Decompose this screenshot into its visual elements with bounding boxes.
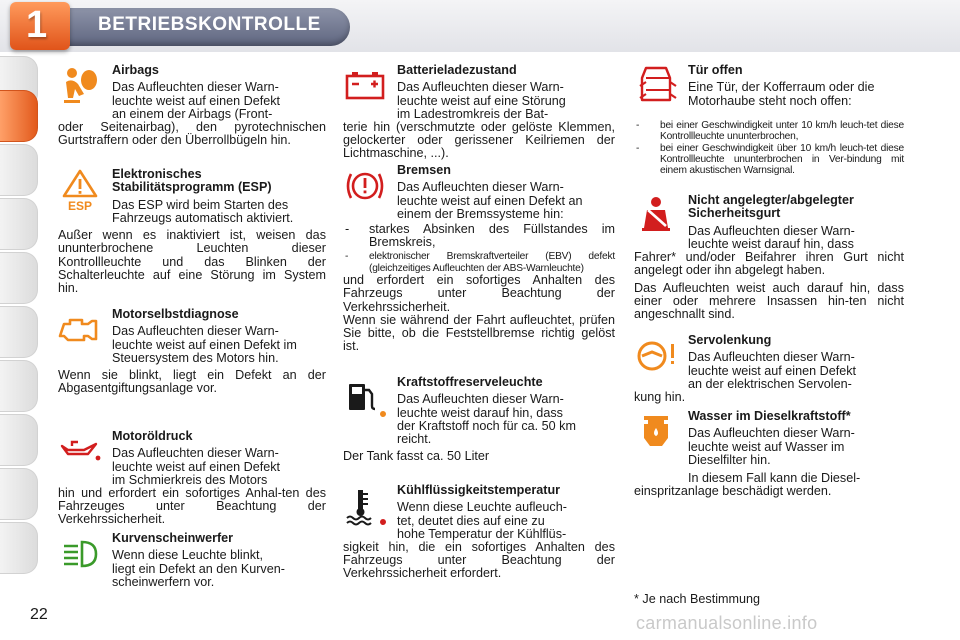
text-line: Eine Tür, der Kofferraum oder die [688, 80, 875, 95]
section-title: Wasser im Dieselkraftstoff* [688, 409, 851, 423]
esp-label: ESP [67, 199, 93, 212]
text-paragraph: sigkeit hin, die ein sofortiges Anhalten des Fahrzeugs unter Beachtung der Verkehrssicherheit erfordert. [343, 540, 615, 581]
oil-pressure-icon [58, 430, 102, 474]
list-item: - starkes Absinken des Füllstandes im Bremskreis, [343, 223, 615, 249]
text-line: einem der Bremssysteme hin: [397, 206, 564, 221]
page-title: BETRIEBSKONTROLLE [98, 14, 321, 35]
cornering-light-icon [58, 532, 102, 576]
section-title: Batterieladezustand [397, 63, 517, 77]
bullet-list [343, 251, 615, 274]
engine-diagnosis-icon [58, 308, 102, 352]
airbag-icon [58, 64, 102, 108]
power-steering-icon [634, 334, 678, 378]
section-title: Tür offen [688, 63, 743, 77]
section-title: Kühlflüssigkeitstemperatur [397, 483, 561, 497]
text-line: an einem der Airbags (Front- [112, 106, 273, 121]
chapter-tab-active[interactable] [0, 90, 38, 142]
footnote: * Je nach Bestimmung [634, 592, 760, 606]
section-brakes [343, 164, 615, 353]
text-paragraph: kung hin. [634, 390, 686, 405]
text-line: im Ladestromkreis der Bat- [397, 106, 549, 121]
text-line: reicht. [397, 432, 432, 447]
chapter-tab-strip [0, 56, 46, 576]
section-title: Bremsen [397, 163, 451, 177]
text-line: leuchte weist darauf hin, dass [397, 405, 563, 420]
text-line: Motorhaube steht noch offen: [688, 93, 852, 108]
seatbelt-icon [634, 194, 678, 238]
text-line: scheinwerfern vor. [112, 574, 215, 589]
section-title: Servolenkung [688, 333, 772, 347]
section-airbags [58, 64, 326, 147]
text-line: leuchte weist auf einen Defekt an [397, 193, 583, 208]
brake-warning-icon [343, 164, 387, 208]
text-line: In diesem Fall kann die Diesel- [688, 471, 861, 486]
text-line: tet, deutet dies auf eine zu [397, 513, 545, 528]
text-line: liegt ein Defekt an den Kurven- [112, 561, 285, 576]
text-line: Das Aufleuchten dieser Warn- [112, 446, 279, 461]
bullet-list [634, 120, 904, 177]
text-line: Das ESP wird beim Starten des [112, 197, 289, 212]
section-steering [634, 334, 904, 404]
text-line: hohe Temperatur der Kühlflüs- [397, 526, 567, 541]
text-line: Das Aufleuchten dieser Warn- [112, 324, 279, 339]
chapter-tab[interactable] [0, 360, 38, 412]
chapter-tab[interactable] [0, 522, 38, 574]
text-line: Das Aufleuchten dieser Warn- [688, 223, 855, 238]
list-item: - elektronischer Bremskraftverteiler (EBV) defekt (gleichzeitiges Aufleuchten der ABS-Warnleuchte) [343, 251, 615, 274]
coolant-temperature-icon [343, 484, 387, 528]
text-paragraph: Wenn sie während der Fahrt aufleuchtet, prüfen Sie bitte, ob die Feststellbremse richtig gelöst ist. [343, 312, 615, 354]
text-line: leuchte weist auf einen Defekt im [112, 337, 297, 352]
text-line: Das Aufleuchten dieser Warn- [688, 350, 855, 365]
section-cornering [58, 532, 326, 589]
text-line: Wenn diese Leuchte blinkt, [112, 548, 263, 563]
text-line: leuchte weist auf einen Defekt [688, 363, 857, 378]
watermark: carmanualsonline.info [636, 613, 818, 633]
text-line: leuchte weist auf einen Defekt [112, 459, 281, 474]
text-paragraph: terie hin (verschmutzte oder gelöste Klemmen, gelockerter oder gerissener Keilriemen der Lichtmaschine, ...). [343, 120, 615, 161]
section-title: Nicht angelegter/abgelegter Sicherheitsgurt [688, 193, 854, 221]
esp-warning-icon [58, 168, 102, 212]
text-line: an der elektrischen Servolen- [688, 376, 852, 391]
text-line: der Kraftstoff noch für ca. 50 km [397, 418, 576, 433]
text-paragraph: und erfordert ein sofortiges Anhalten des Fahrzeugs unter Beachtung der Verkehrssicherheit. [343, 273, 615, 314]
section-title: Kraftstoffreserveleuchte [397, 375, 543, 389]
section-engine [58, 308, 326, 395]
text-line: Das Aufleuchten dieser Warn- [688, 426, 855, 441]
text-paragraph: Wenn sie blinkt, liegt ein Defekt an der Abgasentgiftungsanlage vor. [58, 368, 326, 396]
section-door [634, 64, 904, 177]
text-line: leuchte weist auf Wasser im [688, 439, 845, 454]
text-paragraph: hin und erfordert ein sofortiges Anhal-ten des Fahrzeuges unter Beachtung der Verkehrssicherheit. [58, 486, 326, 527]
chapter-tab[interactable] [0, 198, 38, 250]
page-number: 22 [30, 606, 48, 623]
chapter-tab[interactable] [0, 306, 38, 358]
text-line: im Schmierkreis des Motors [112, 472, 268, 487]
text-line: Fahrzeugs automatisch aktiviert. [112, 211, 294, 226]
section-oil [58, 430, 326, 527]
section-esp [58, 168, 326, 295]
text-line: Wenn diese Leuchte aufleuch- [397, 500, 567, 515]
list-item: - bei einer Geschwindigkeit über 10 km/h leuch-tet diese Kontrollleuchte ununterbrochen in Ver-bindung mit einem akustischen Warnsignal. [634, 143, 904, 177]
text-paragraph: oder Seitenairbag), den pyrotechnischen Gurtstraffern oder den Überrollbügeln hin. [58, 120, 326, 148]
section-title: Airbags [112, 63, 159, 77]
chapter-tab[interactable] [0, 468, 38, 520]
list-item: - bei einer Geschwindigkeit unter 10 km/h leuch-tet diese Kontrollleuchte ununterbrochen, [634, 120, 904, 143]
text-line: Das Aufleuchten dieser Warn- [397, 392, 564, 407]
text-line: Das Aufleuchten dieser Warn- [397, 80, 564, 95]
section-battery [343, 64, 615, 161]
text-paragraph: Fahrer* und/oder Beifahrer ihren Gurt nicht angelegt oder ihn abgelegt haben. [634, 250, 904, 278]
section-title: Kurvenscheinwerfer [112, 531, 234, 545]
text-paragraph: Der Tank fasst ca. 50 Liter [343, 449, 490, 464]
water-in-diesel-icon [634, 410, 678, 454]
chapter-number: 1 [26, 4, 48, 46]
text-line: Das Aufleuchten dieser Warn- [397, 180, 564, 195]
chapter-tab[interactable] [0, 252, 38, 304]
section-fuel [343, 376, 615, 463]
text-paragraph: Das Aufleuchten weist auch darauf hin, dass einer oder mehrere Insassen hin-ten nicht angeschnallt sind. [634, 280, 904, 322]
text-line: leuchte weist auf eine Störung [397, 93, 566, 108]
section-title: Motoröldruck [112, 429, 193, 443]
text-line: leuchte weist auf einen Defekt [112, 93, 281, 108]
text-line: Das Aufleuchten dieser Warn- [112, 80, 279, 95]
section-seatbelt [634, 194, 904, 321]
bullet-list [343, 223, 615, 249]
chapter-tab[interactable] [0, 414, 38, 466]
section-title: Elektronisches Stabilitätsprogramm (ESP) [112, 167, 272, 195]
text-paragraph: einspritzanlage beschädigt werden. [634, 484, 832, 499]
battery-icon [343, 64, 387, 108]
chapter-tab[interactable] [0, 144, 38, 196]
section-title: Motorselbstdiagnose [112, 307, 239, 321]
door-open-icon [634, 64, 678, 108]
text-paragraph: Außer wenn es inaktiviert ist, weisen das ununterbrochene Leuchten dieser Kontrollleuchte und das Blinken der Schalterleuchte auf eine Störung im System hin. [58, 228, 326, 296]
text-line: Steuersystem des Motors hin. [112, 350, 279, 365]
text-line: Dieselfilter hin. [688, 452, 771, 467]
text-line: leuchte weist darauf hin, dass [688, 237, 854, 252]
fuel-reserve-icon [343, 376, 387, 420]
section-water-in-diesel [634, 410, 904, 498]
section-coolant [343, 484, 615, 581]
